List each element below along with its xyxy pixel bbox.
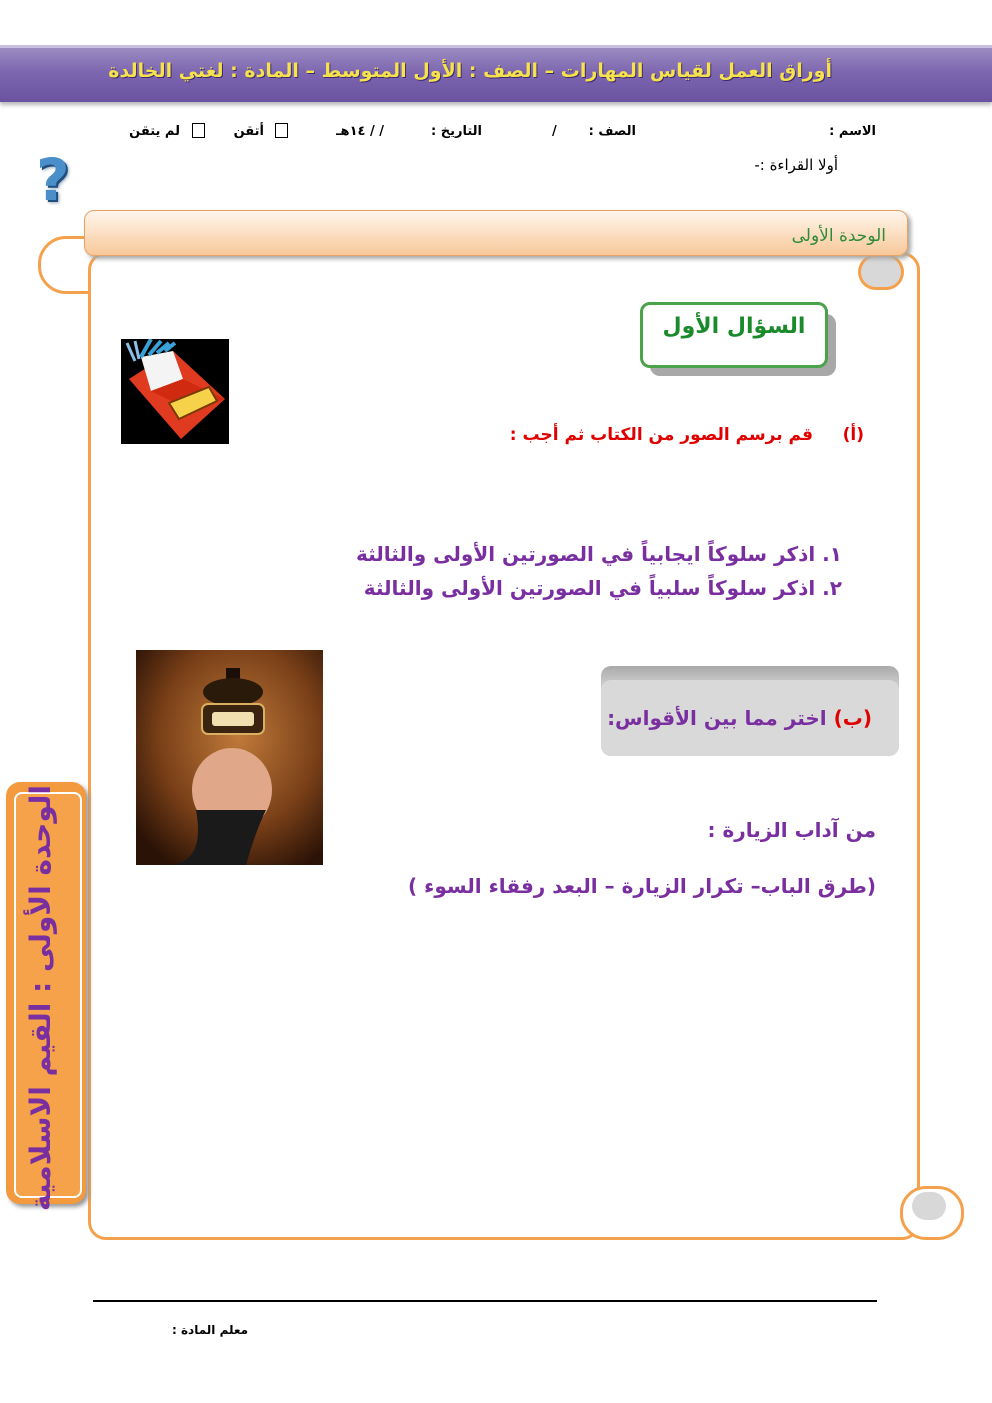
name-label: الاسم : bbox=[829, 124, 876, 139]
unit-tab-label: الوحدة الأولى bbox=[791, 226, 886, 246]
part-b-marker: (ب) bbox=[833, 706, 872, 730]
date-value: / / ١٤هـ bbox=[336, 124, 384, 139]
part-a-marker: (أ) bbox=[842, 425, 864, 445]
header-title: أوراق العمل لقياس المهارات – الصف : الأول المتوسط – المادة : لغتي الخالدة bbox=[108, 60, 832, 82]
reading-label: أولا القراءة :- bbox=[754, 156, 838, 174]
door-knocker-image bbox=[136, 650, 323, 865]
footer-divider bbox=[93, 1300, 877, 1302]
class-slash: / bbox=[552, 124, 557, 139]
question-item-2: ٢. اذكر سلوكاً سلبياً في الصورتين الأولى والثالثة bbox=[363, 576, 842, 600]
not-mastered-label: لم يتقن bbox=[129, 124, 180, 139]
question-one-title: السؤال الأول bbox=[662, 314, 806, 339]
mastered-label: أتقن bbox=[233, 124, 264, 139]
question-mark-icon: ? bbox=[36, 146, 70, 214]
unit-tab bbox=[84, 210, 908, 256]
mastered-checkbox[interactable] bbox=[275, 123, 288, 138]
scroll-top-right-curl bbox=[858, 254, 904, 290]
not-mastered-checkbox[interactable] bbox=[192, 123, 205, 138]
visit-etiquette-label: من آداب الزيارة : bbox=[707, 818, 876, 842]
question-item-1: ١. اذكر سلوكاً ايجابياً في الصورتين الأولى والثالثة bbox=[355, 542, 842, 566]
book-image bbox=[121, 339, 229, 444]
class-label: الصف : bbox=[588, 124, 636, 139]
part-a-text: قم برسم الصور من الكتاب ثم أجب : bbox=[509, 425, 814, 445]
teacher-label: معلم المادة : bbox=[172, 1323, 249, 1337]
part-a-instruction bbox=[510, 425, 864, 445]
part-b-text: اختر مما بين الأقواس: bbox=[607, 706, 827, 730]
date-label: التاريخ : bbox=[431, 124, 482, 139]
options-text: (طرق الباب– تكرار الزيارة – البعد رفقاء السوء ) bbox=[408, 874, 876, 898]
side-unit-label: الوحدة الأولى : القيم الاسلامية bbox=[24, 785, 57, 1212]
scroll-bottom-curl-inner bbox=[912, 1192, 946, 1220]
part-b-instruction bbox=[607, 706, 872, 730]
